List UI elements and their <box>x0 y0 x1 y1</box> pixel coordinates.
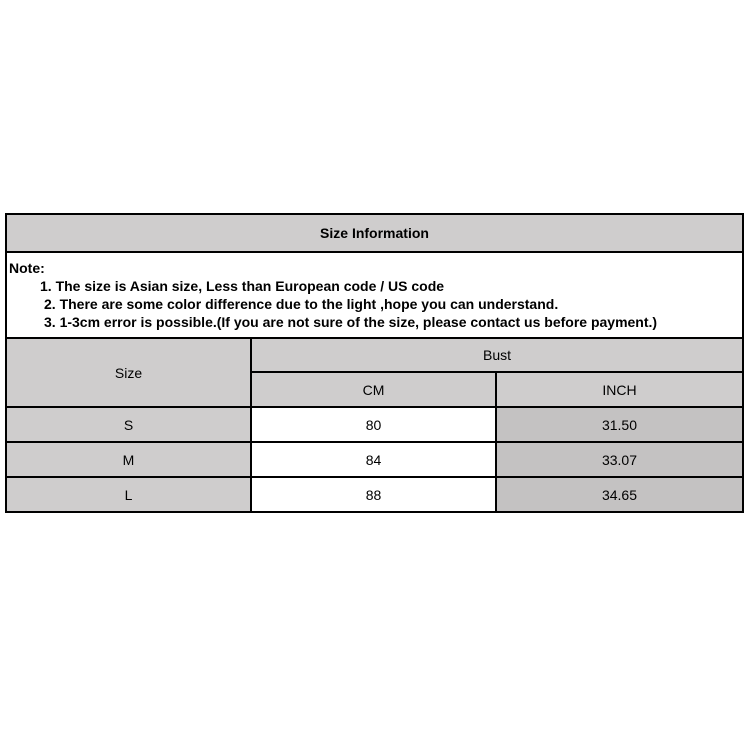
inch-cell: 31.50 <box>496 407 743 442</box>
size-column-header: Size <box>6 338 251 407</box>
inch-unit-header: INCH <box>496 372 743 407</box>
bust-column-header: Bust <box>251 338 743 372</box>
inch-cell: 34.65 <box>496 477 743 512</box>
cm-cell: 84 <box>251 442 496 477</box>
table-title: Size Information <box>6 214 743 252</box>
size-chart-table <box>5 213 744 513</box>
size-cell: M <box>6 442 251 477</box>
note-section <box>6 252 743 338</box>
table-row <box>6 407 743 442</box>
table-row <box>6 442 743 477</box>
cm-unit-header: CM <box>251 372 496 407</box>
note-line-3: 3. 1-3cm error is possible.(If you are not sure of the size, please contact us before payment.) <box>44 314 658 330</box>
table-row <box>6 477 743 512</box>
note-heading: Note: <box>9 260 45 276</box>
cm-cell: 80 <box>251 407 496 442</box>
size-cell: L <box>6 477 251 512</box>
size-cell: S <box>6 407 251 442</box>
note-line-1: 1. The size is Asian size, Less than European code / US code <box>40 278 445 294</box>
note-line-2: 2. There are some color difference due to the light ,hope you can understand. <box>44 296 559 312</box>
inch-cell: 33.07 <box>496 442 743 477</box>
cm-cell: 88 <box>251 477 496 512</box>
